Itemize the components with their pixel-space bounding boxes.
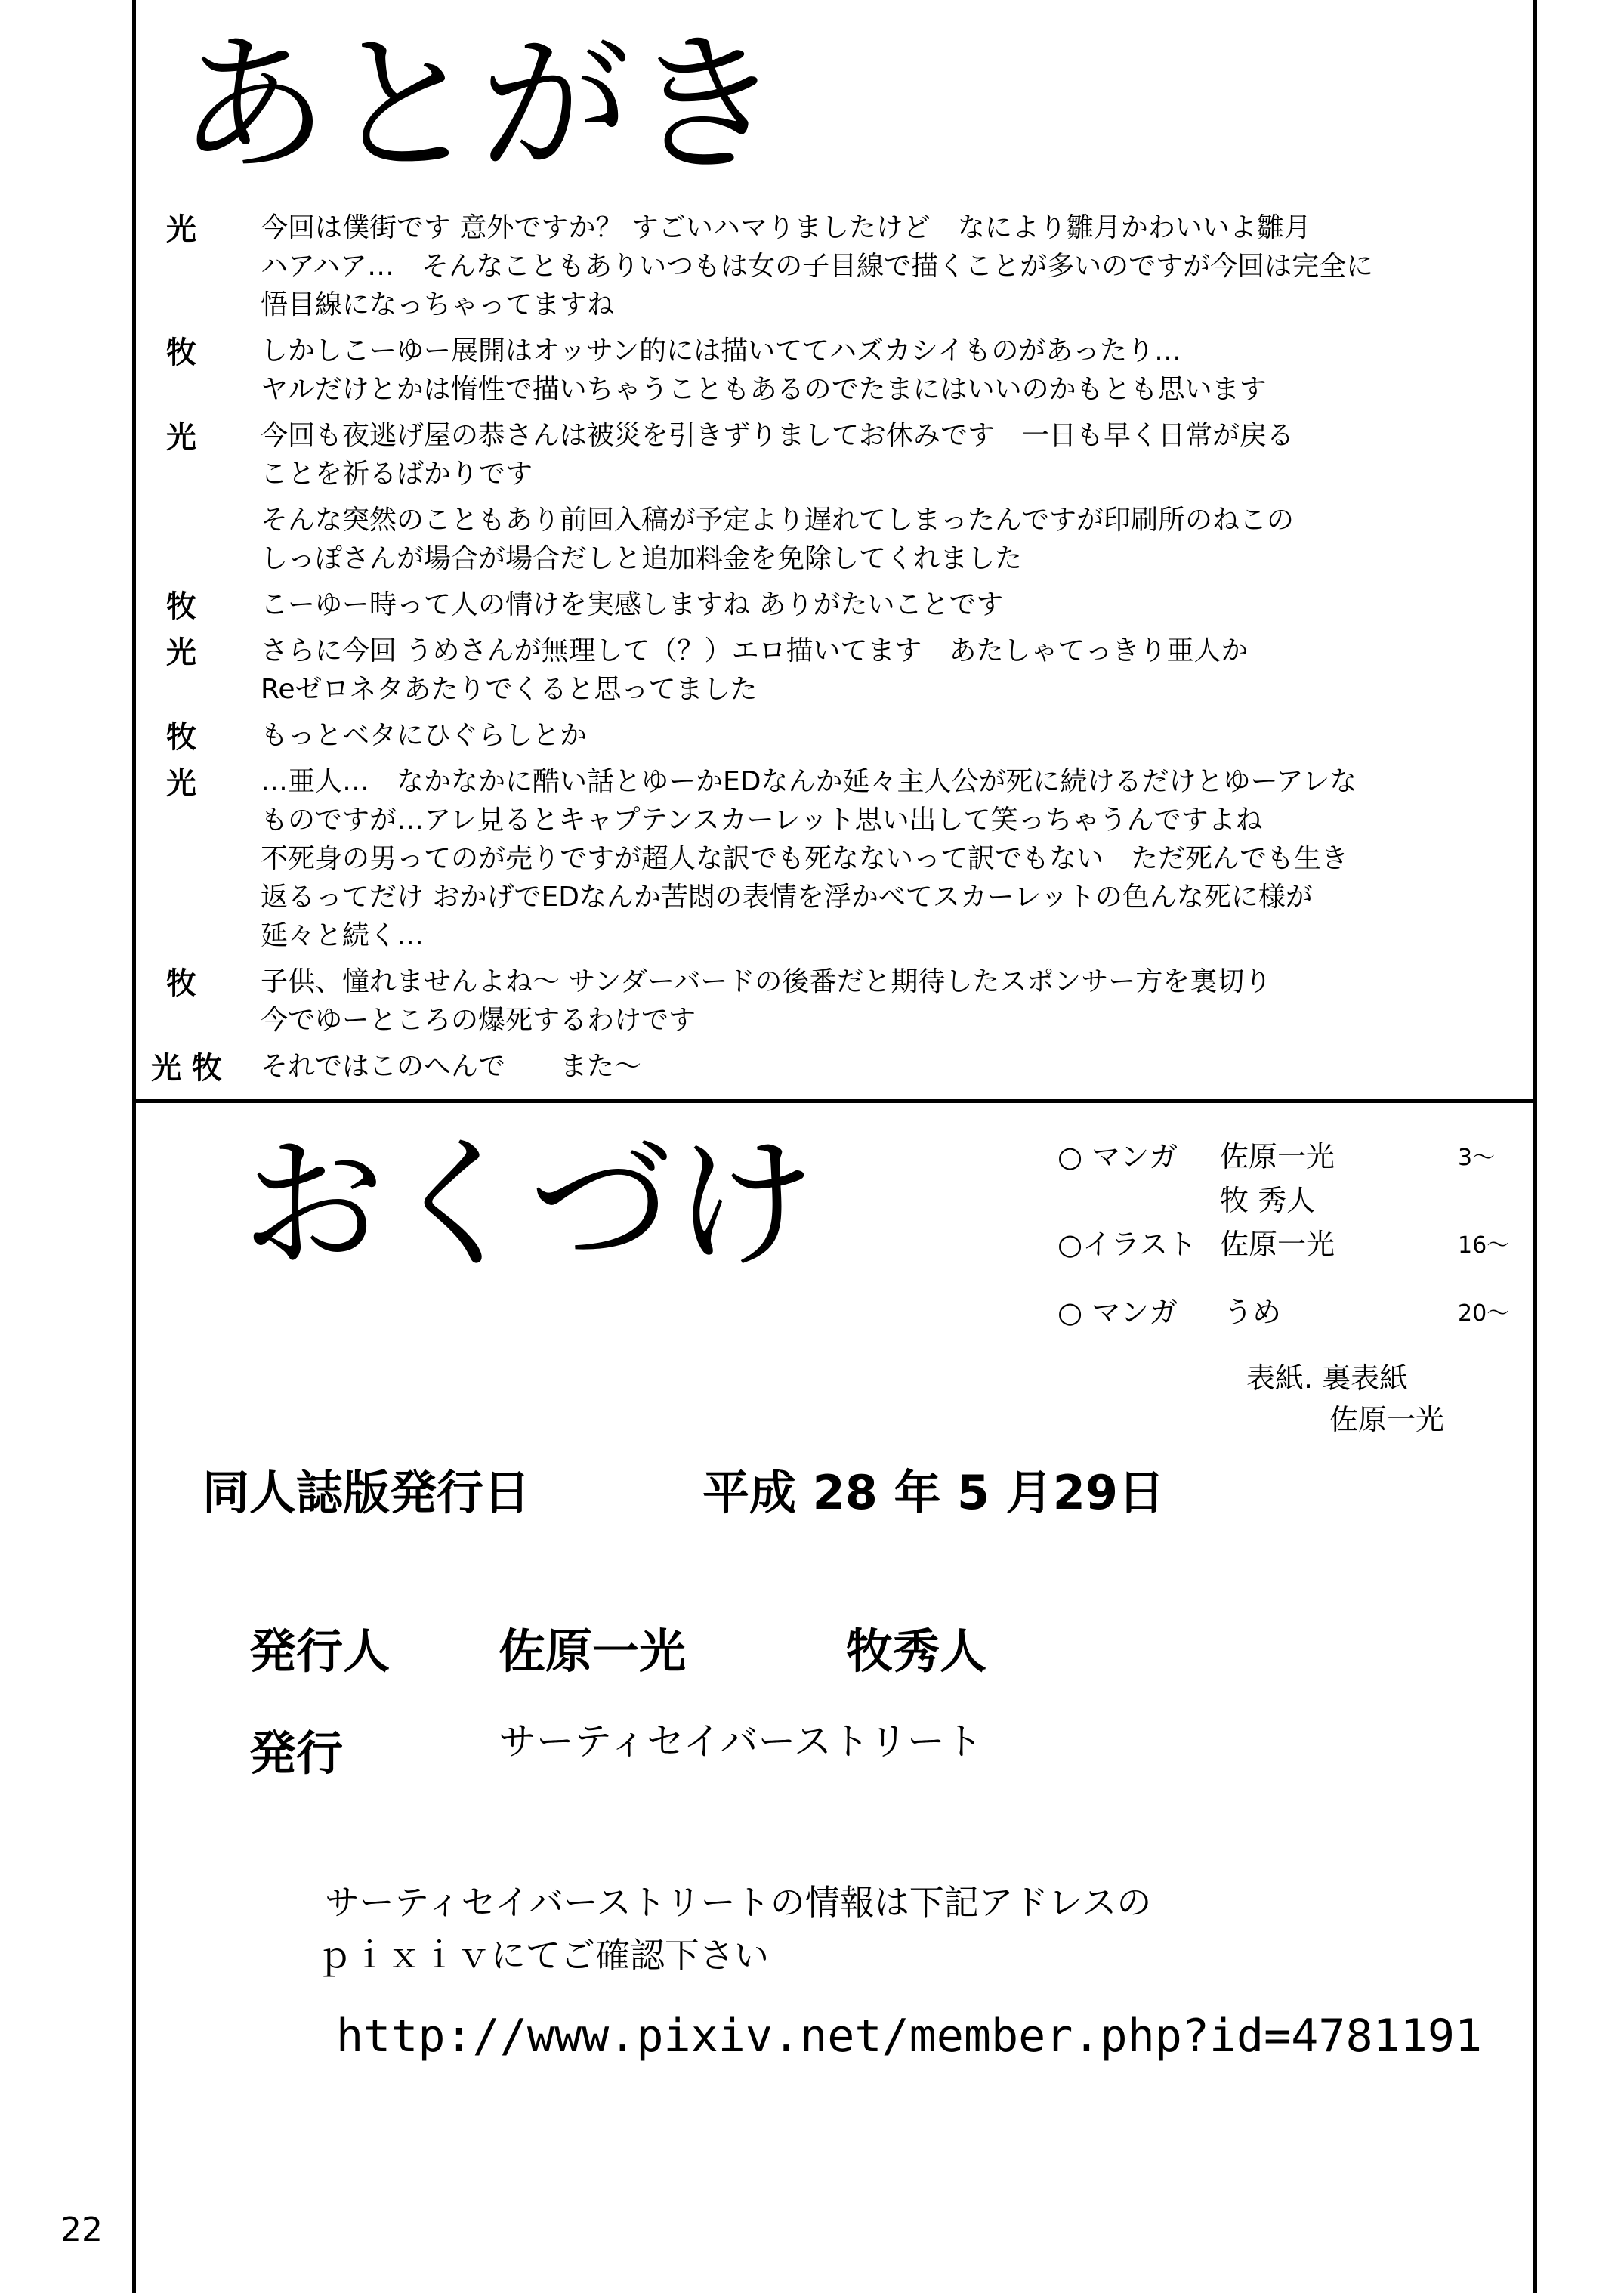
info-line: ｐｉｘｉｖにてご確認下さい: [317, 1935, 769, 1976]
dialogue-line: しっぽさんが場合が場合だしと追加料金を免除してくれました: [261, 543, 1023, 574]
cover-credit-artist: 佐原一光: [1329, 1403, 1445, 1436]
credit-name: 牧 秀人: [1220, 1184, 1316, 1217]
issue-date-label: 同人誌版発行日: [202, 1465, 531, 1520]
dialogue-line: 子供、憧れませんよね～ サンダーバードの後番だと期待したスポンサー方を裏切り: [261, 966, 1272, 997]
dialogue-line: ハアハア… そんなこともありいつもは女の子目線で描くことが多いのですが今回は完全に: [261, 251, 1374, 282]
page-number: 22: [60, 2211, 103, 2249]
dialogue-line: 悟目線になっちゃってますね: [261, 289, 615, 320]
publisher-label: 発行人: [249, 1624, 391, 1679]
speaker-tag: 光: [166, 635, 196, 670]
speaker-tag: 牧: [166, 966, 196, 1001]
dialogue-line: 今でゆーところの爆死するわけです: [261, 1005, 696, 1036]
issue-date: 平成 28 年 5 月29日: [702, 1465, 1166, 1520]
dialogue-line: もっとベタにひぐらしとか: [261, 720, 588, 751]
dialogue-line: 返るってだけ おかげでEDなんか苦悶の表情を浮かべてスカーレットの色んな死に様が: [261, 882, 1313, 913]
info-line: サーティセイバーストリートの情報は下記アドレスの: [325, 1882, 1152, 1923]
credit-name: 佐原一光: [1220, 1228, 1335, 1261]
dialogue-line: 今回は僕街です 意外ですか？ すごいハマりましたけど なにより雛月かわいいよ雛月: [261, 212, 1311, 243]
dialogue-line: こーゆー時って人の情けを実感しますね ありがたいことです: [261, 589, 1004, 620]
dialogue-line: 今回も夜逃げ屋の恭さんは被災を引きずりましてお休みです 一日も早く日常が戻る: [261, 420, 1295, 451]
speaker-tag: 牧: [166, 720, 196, 755]
speaker-tag: 光: [166, 212, 196, 247]
speaker-tag: 光: [166, 420, 196, 455]
credit-name: 佐原一光: [1220, 1140, 1335, 1173]
dialogue-line: しかしこーゆー展開はオッサン的には描いててハズカシイものがあったり…: [261, 335, 1181, 366]
dialogue-line: それではこのへんで また～: [261, 1051, 642, 1082]
cover-credit-label: 表紙. 裏表紙: [1246, 1361, 1409, 1395]
credit-name: うめ: [1224, 1296, 1282, 1329]
publisher-name: 佐原一光: [499, 1624, 687, 1679]
dialogue-line: さらに今回 うめさんが無理して（？）エロ描いてます あたしゃてっきり亜人か: [261, 635, 1249, 666]
speaker-tag: 光: [166, 766, 196, 801]
dialogue-line: …亜人… なかなかに酷い話とゆーかEDなんか延々主人公が死に続けるだけとゆーアレな: [261, 766, 1357, 797]
speaker-tag: 牧: [166, 335, 196, 370]
speaker-tag: 光 牧: [151, 1051, 222, 1086]
speaker-tag: 牧: [166, 589, 196, 624]
publisher-name: 牧秀人: [846, 1624, 987, 1679]
credit-pages: 16～: [1458, 1232, 1510, 1259]
afterword-title: あとがき: [178, 17, 783, 193]
credit-role: ○ マンガ: [1057, 1296, 1178, 1329]
colophon-title: おくづけ: [242, 1121, 817, 1288]
dialogue-line: ものですが…アレ見るとキャプテンスカーレット思い出して笑っちゃうんですよね: [261, 805, 1263, 836]
dialogue-line: ことを祈るばかりです: [261, 459, 533, 490]
section-divider: [132, 1099, 1537, 1103]
dialogue-line: ヤルだけとかは惰性で描いちゃうこともあるのでたまにはいいのかもとも思います: [261, 374, 1267, 405]
credit-pages: 3～: [1458, 1145, 1496, 1171]
issuer-name: サーティセイバーストリート: [499, 1720, 983, 1763]
credit-role: ○イラスト: [1057, 1228, 1197, 1261]
credit-role: ○ マンガ: [1057, 1140, 1178, 1173]
credit-pages: 20～: [1458, 1300, 1510, 1327]
dialogue-line: 延々と続く…: [261, 920, 425, 951]
dialogue-line: そんな突然のこともあり前回入稿が予定より遅れてしまったんですが印刷所のねこの: [261, 505, 1295, 536]
dialogue-line: 不死身の男ってのが売りですが超人な訳でも死なないって訳でもない ただ死んでも生き: [261, 843, 1349, 874]
pixiv-url: http://www.pixiv.net/member.php?id=4781191: [336, 2010, 1483, 2063]
dialogue-line: Reゼロネタあたりでくると思ってました: [261, 674, 758, 705]
issuer-label: 発行: [249, 1726, 344, 1781]
